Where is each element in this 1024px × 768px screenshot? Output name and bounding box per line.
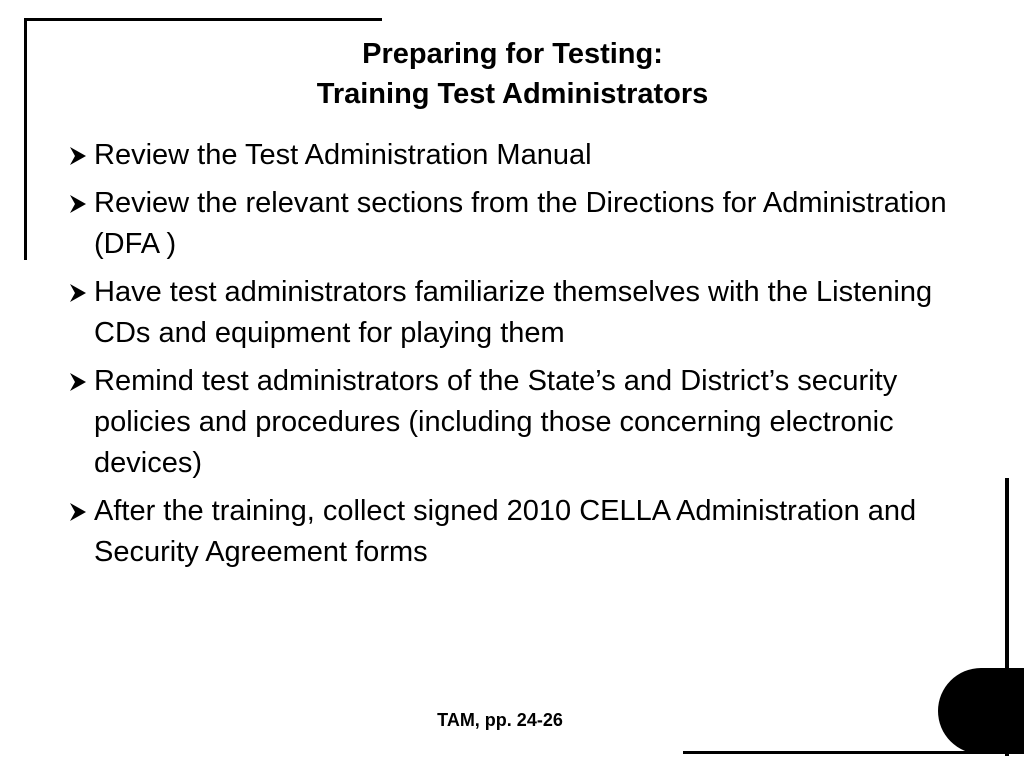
bullet-item bbox=[66, 491, 966, 573]
title-line-2: Training Test Administrators bbox=[316, 78, 709, 110]
bullet-list bbox=[66, 135, 966, 580]
slide-title bbox=[200, 34, 825, 114]
footer-reference: TAM, pp. 24-26 bbox=[437, 710, 563, 730]
arrowhead-bullet-icon bbox=[68, 283, 88, 303]
bullet-text: Have test administrators familiarize themselves with the Listening CDs and equipment for playing them bbox=[94, 276, 933, 349]
arrowhead-bullet-icon bbox=[68, 146, 88, 166]
frame-top-vertical-line bbox=[24, 18, 27, 260]
bullet-item bbox=[66, 183, 966, 265]
bullet-text: After the training, collect signed 2010 CELLA Administration and Security Agreement forms bbox=[94, 495, 917, 568]
frame-bottom-horizontal-line bbox=[683, 751, 1009, 754]
arrowhead-bullet-icon bbox=[68, 372, 88, 392]
bullet-text: Review the Test Administration Manual bbox=[94, 139, 592, 171]
arrowhead-bullet-icon bbox=[68, 502, 88, 522]
bullet-item bbox=[66, 361, 966, 484]
bullet-text: Remind test administrators of the State’s and District’s security policies and procedures (including those concerning electronic devices) bbox=[94, 365, 898, 479]
title-line-1: Preparing for Testing: bbox=[362, 38, 663, 70]
corner-decoration bbox=[938, 668, 1024, 754]
bullet-item bbox=[66, 272, 966, 354]
bullet-item bbox=[66, 135, 966, 176]
frame-top-horizontal-line bbox=[24, 18, 382, 21]
arrowhead-bullet-icon bbox=[68, 194, 88, 214]
bullet-text: Review the relevant sections from the Directions for Administration (DFA ) bbox=[94, 187, 947, 260]
